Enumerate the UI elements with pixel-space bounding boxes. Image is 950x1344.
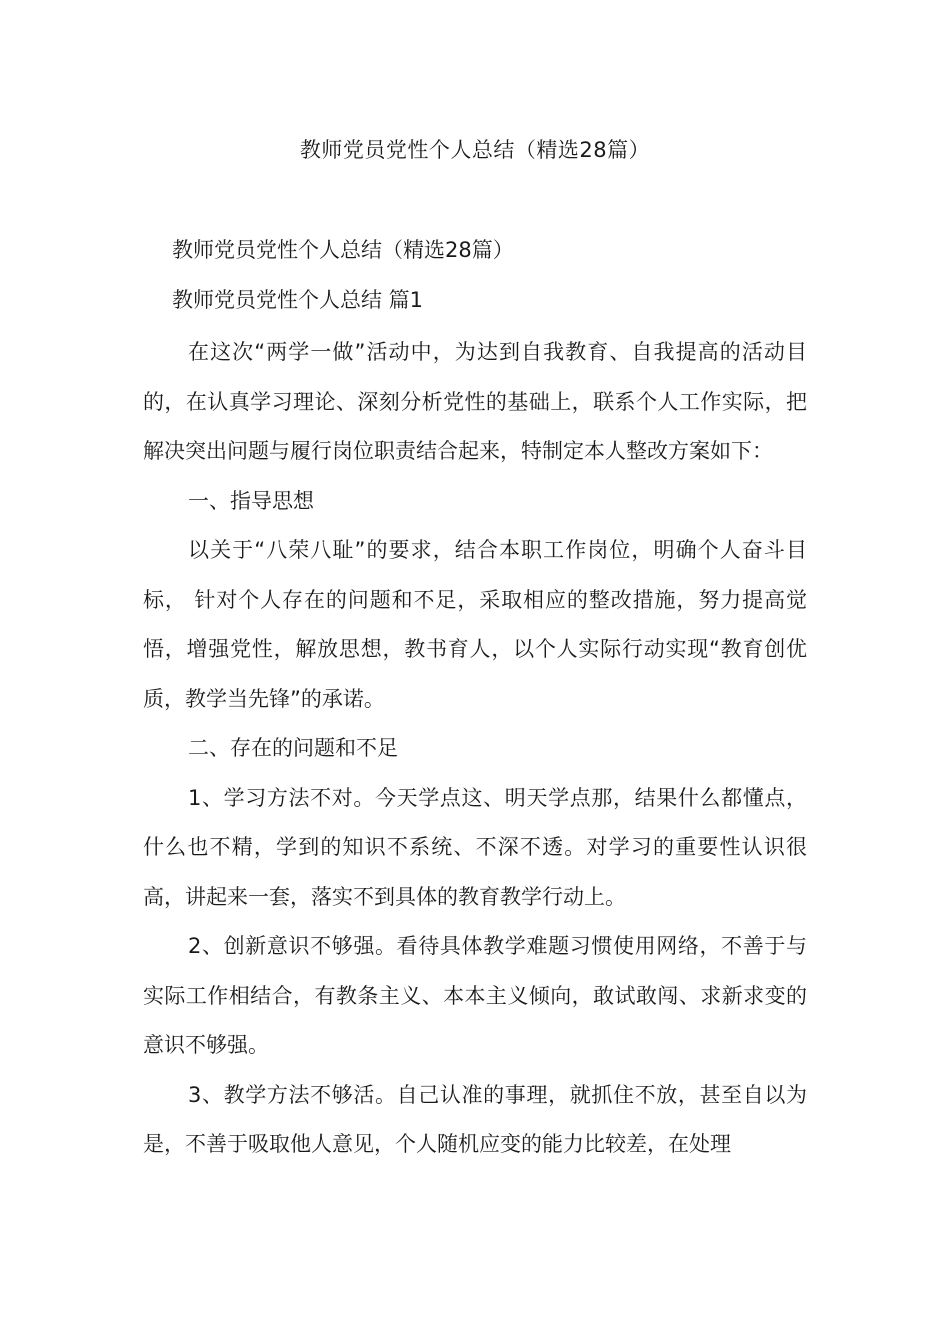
paragraph-problem-3: 3、教学方法不够活。自己认准的事理，就抓住不放，甚至自以为是，不善于吸取他人意见，个人随机应变的能力比较差，在处理 <box>143 1082 807 1156</box>
document-subtitle: 教师党员党性个人总结（精选28篇） <box>172 238 514 262</box>
paragraph-intro: 在这次“两学一做”活动中，为达到自我教育、自我提高的活动目的，在认真学习理论、深刻分析党性的基础上，联系个人工作实际，把解决突出问题与履行岗位职责结合起来，特制定本人整改方案如下： <box>143 340 807 463</box>
document-body <box>143 328 807 1170</box>
paragraph-problem-2: 2、创新意识不够强。看待具体教学难题习惯使用网络，不善于与实际工作相结合，有教条主义、本本主义倾向，敢试敢闯、求新求变的意识不够强。 <box>143 934 807 1057</box>
section-heading: 教师党员党性个人总结 篇1 <box>172 288 424 312</box>
heading-problems: 二、存在的问题和不足 <box>188 736 398 760</box>
document-title: 教师党员党性个人总结（精选28篇） <box>299 138 651 162</box>
heading-guiding-thought: 一、指导思想 <box>188 488 314 513</box>
paragraph-guiding-thought: 以关于“八荣八耻”的要求，结合本职工作岗位，明确个人奋斗目标， 针对个人存在的问题和不足，采取相应的整改措施，努力提高觉悟，增强党性，解放思想，教书育人，以个人实际行动实现“教育创优质，教学当先锋”的承诺。 <box>143 538 807 711</box>
paragraph-problem-1: 1、学习方法不对。今天学点这、明天学点那，结果什么都懂点，什么也不精，学到的知识不系统、不深不透。对学习的重要性认识很高，讲起来一套，落实不到具体的教育教学行动上。 <box>143 785 807 909</box>
